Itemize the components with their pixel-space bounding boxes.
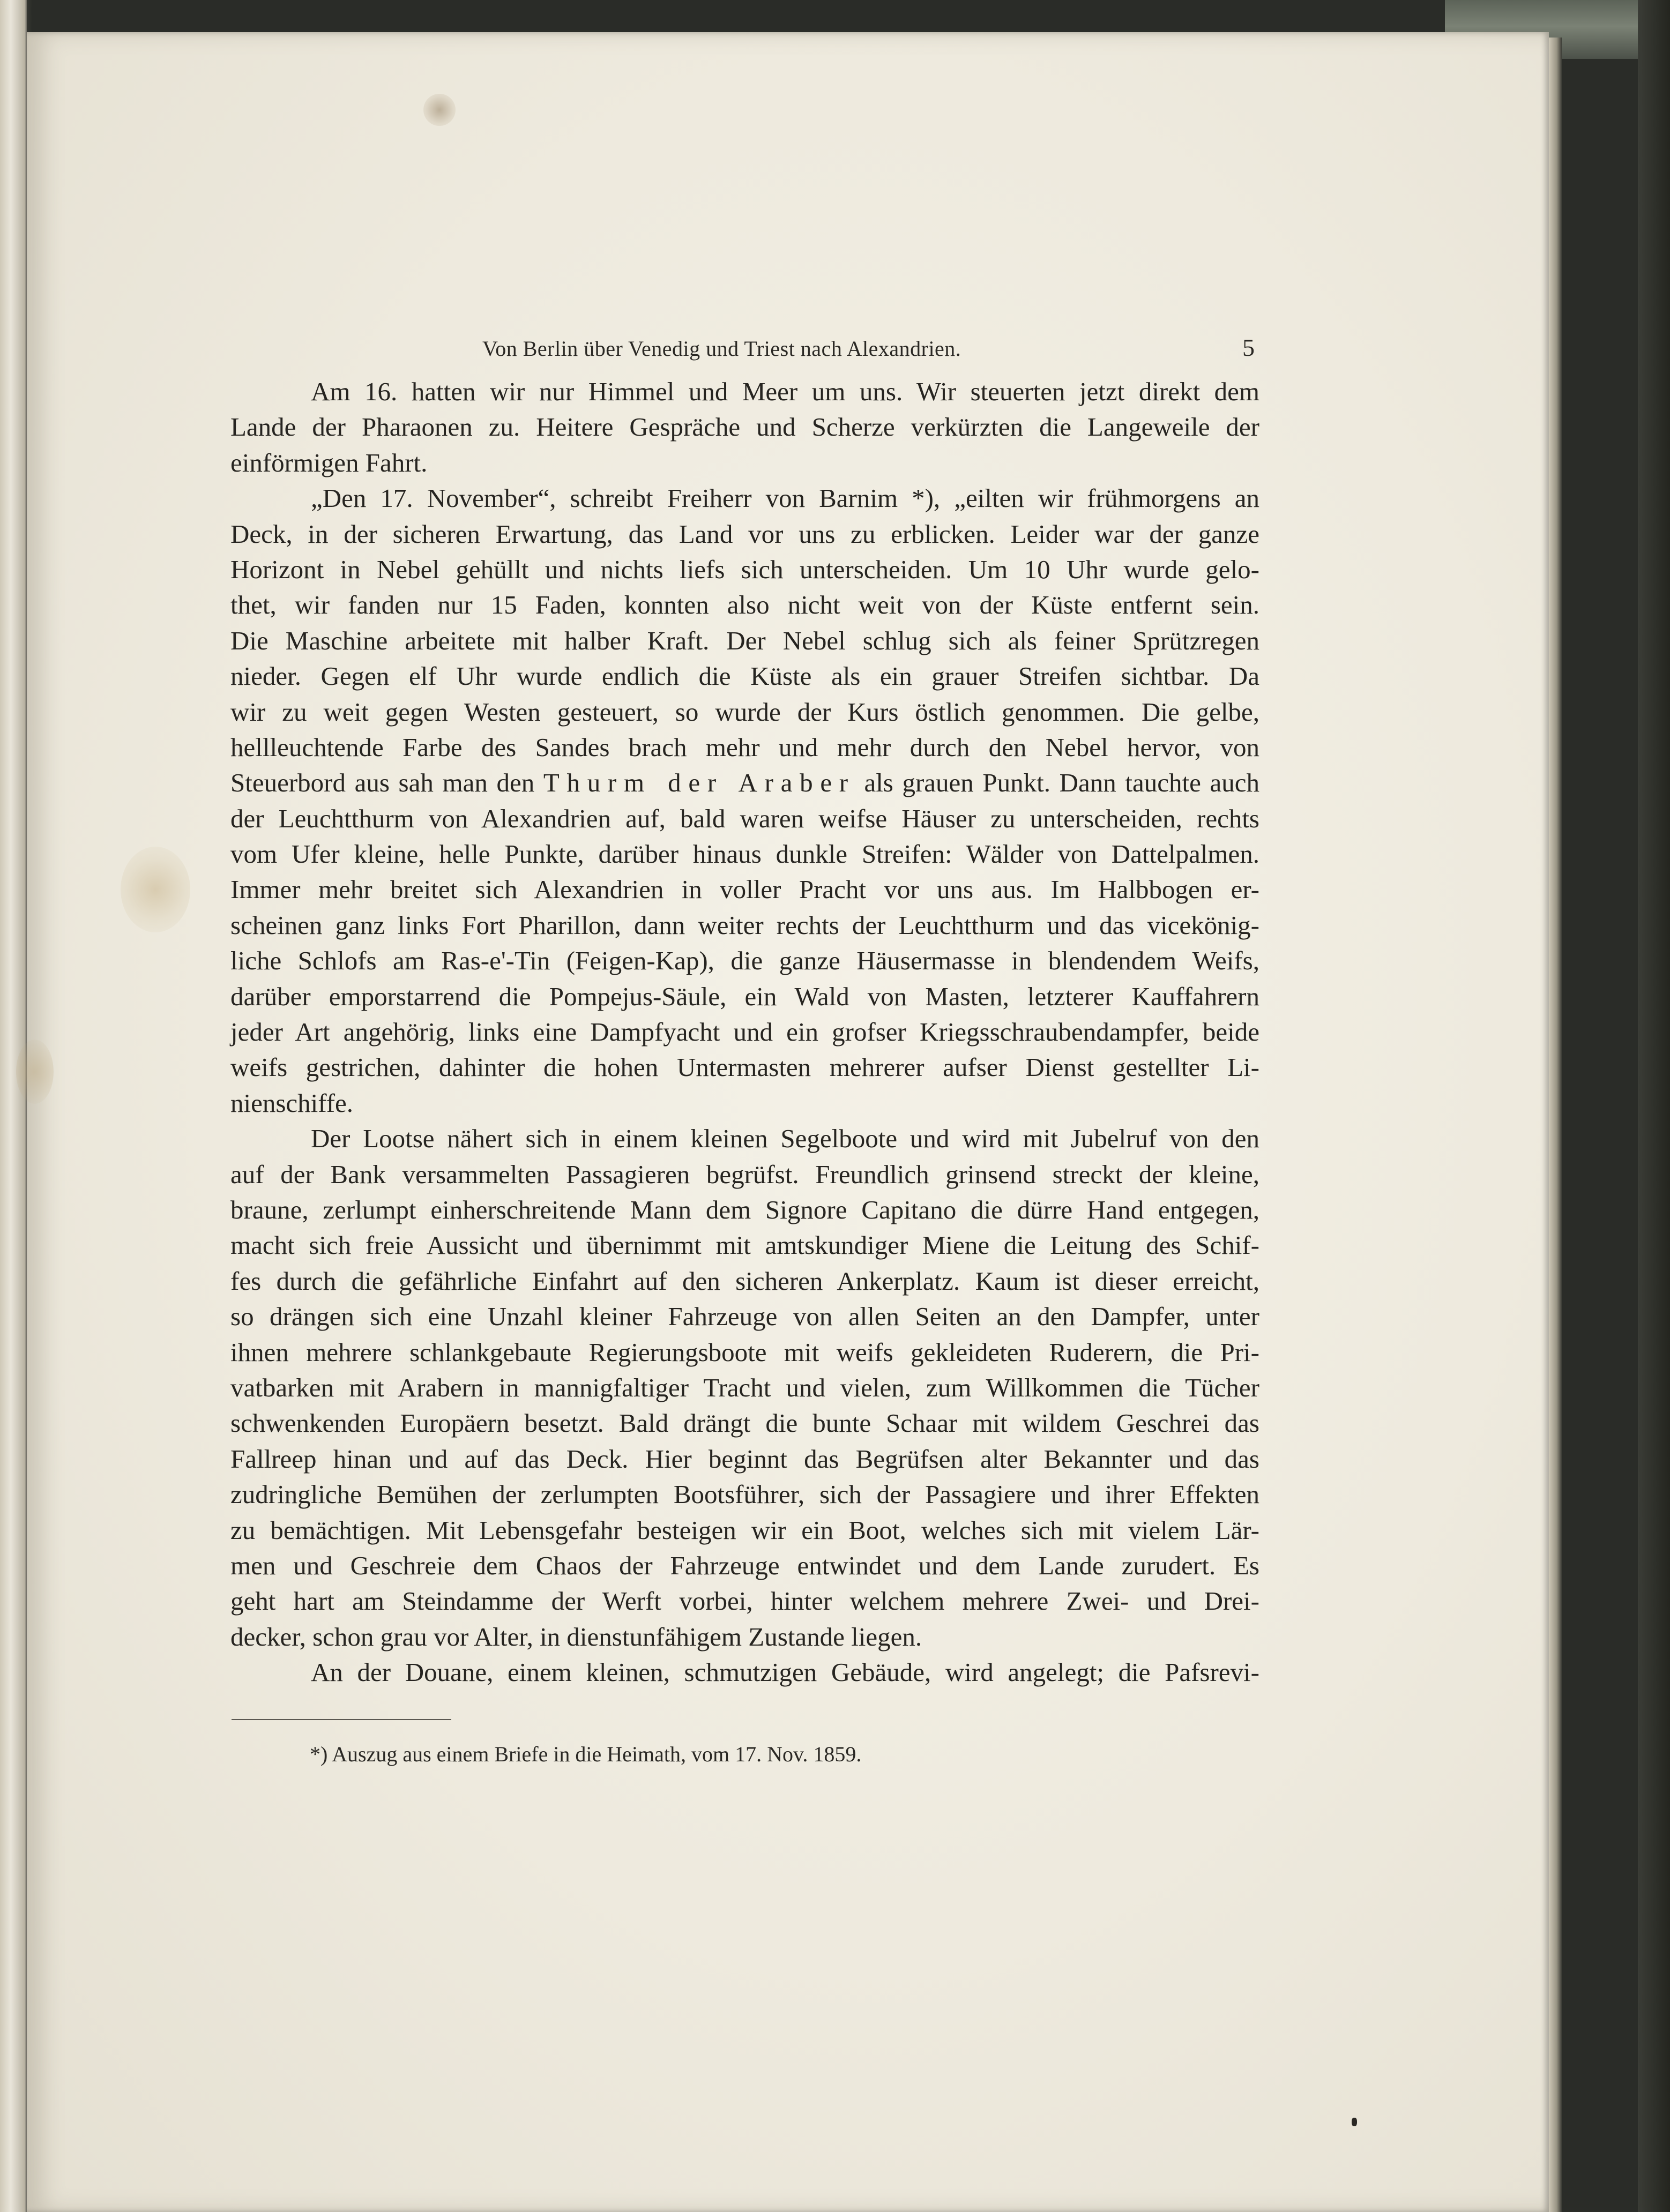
body-text bbox=[230, 374, 1259, 1690]
text-line: liche Schlofs am Ras-e'-Tin (Feigen-Kap), die ganze Häusermasse in blendendem Weifs, bbox=[230, 946, 1259, 976]
text-line: auf der Bank versammelten Passagieren begrüfst. Freundlich grinsend streckt der kleine, bbox=[230, 1159, 1259, 1189]
book-cover-side bbox=[1638, 0, 1670, 2212]
text-line: hellleuchtende Farbe des Sandes brach mehr und mehr durch den Nebel hervor, von bbox=[230, 732, 1259, 762]
text-line: weifs gestrichen, dahinter die hohen Untermasten mehrerer aufser Dienst gestellter Li- bbox=[230, 1052, 1259, 1082]
foxing-stain bbox=[423, 94, 456, 126]
text-line: so drängen sich eine Unzahl kleiner Fahrzeuge von allen Seiten an den Dampfer, unter bbox=[230, 1302, 1259, 1332]
text-line: vatbarken mit Arabern in mannigfaltiger Tracht und vielen, zum Willkommen die Tücher bbox=[230, 1372, 1259, 1402]
text-line: An der Douane, einem kleinen, schmutzigen Gebäude, wird angelegt; die Pafsrevi- bbox=[311, 1657, 1259, 1687]
footnote-rule bbox=[232, 1719, 451, 1720]
ink-mark bbox=[1352, 2118, 1357, 2126]
page-right-edge bbox=[1549, 38, 1562, 2212]
text-line: Deck, in der sicheren Erwartung, das Land vor uns zu erblicken. Leider war der ganze bbox=[230, 519, 1259, 549]
facing-page-edge bbox=[0, 0, 27, 2212]
text-line: Lande der Pharaonen zu. Heitere Gespräche und Scherze verkürzten die Langeweile der bbox=[230, 412, 1259, 442]
text-line: wir zu weit gegen Westen gesteuert, so wurde der Kurs östlich genommen. Die gelbe, bbox=[230, 697, 1259, 727]
text-line: darüber emporstarrend die Pompejus-Säule, ein Wald von Masten, letzterer Kauffahrern bbox=[230, 981, 1259, 1011]
text-line: decker, schon grau vor Alter, in dienstunfähigem Zustande liegen. bbox=[230, 1621, 922, 1651]
text-segment: Steuerbord aus sah man den bbox=[230, 768, 543, 798]
foxing-stain bbox=[16, 1040, 54, 1104]
text-line: geht hart am Steindamme der Werft vorbei, hinter welchem mehrere Zwei- und Drei- bbox=[230, 1586, 1259, 1616]
text-line: Am 16. hatten wir nur Himmel und Meer um uns. Wir steuerten jetzt direkt dem bbox=[311, 377, 1259, 406]
text-line: einförmigen Fahrt. bbox=[230, 447, 428, 477]
text-line: nieder. Gegen elf Uhr wurde endlich die Küste als ein grauer Streifen sichtbar. Da bbox=[230, 661, 1259, 691]
text-line: braune, zerlumpt einherschreitende Mann dem Signore Capitano die dürre Hand entgegen, bbox=[230, 1194, 1259, 1224]
text-line: Der Lootse nähert sich in einem kleinen Segelboote und wird mit Jubelruf von den bbox=[311, 1124, 1259, 1154]
text-line: ihnen mehrere schlankgebaute Regierungsboote mit weifs gekleideten Ruderern, die Pri- bbox=[230, 1337, 1259, 1367]
text-line: thet, wir fanden nur 15 Faden, konnten also nicht weit von der Küste entfernt sein. bbox=[230, 590, 1259, 620]
text-segment: als grauen Punkt. Dann tauchte auch bbox=[855, 768, 1259, 798]
footnote: *) Auszug aus einem Briefe in die Heimath, vom 17. Nov. 1859. bbox=[310, 1742, 862, 1766]
page-number: 5 bbox=[1242, 334, 1255, 361]
text-line: der Leuchtthurm von Alexandrien auf, bald waren weifse Häuser zu unterscheiden, rechts bbox=[230, 803, 1259, 833]
text-line: Immer mehr breitet sich Alexandrien in voller Pracht vor uns aus. Im Halbbogen er- bbox=[230, 875, 1259, 905]
text-line: zudringliche Bemühen der zerlumpten Bootsführer, sich der Passagiere und ihrer Effekten bbox=[230, 1479, 1259, 1509]
text-line: nienschiffe. bbox=[230, 1088, 354, 1118]
text-line: Fallreep hinan und auf das Deck. Hier beginnt das Begrüfsen alter Bekannter und das bbox=[230, 1444, 1259, 1474]
text-line: men und Geschreie dem Chaos der Fahrzeuge entwindet und dem Lande zurudert. Es bbox=[230, 1550, 1259, 1580]
text-line: jeder Art angehörig, links eine Dampfyacht und ein grofser Kriegsschraubendampfer, beide bbox=[230, 1017, 1259, 1047]
running-head: Von Berlin über Venedig und Triest nach Alexandrien. bbox=[482, 337, 961, 361]
foxing-stain bbox=[121, 847, 190, 932]
text-line: Horizont in Nebel gehüllt und nichts liefs sich unterscheiden. Um 10 Uhr wurde gelo- bbox=[230, 554, 1259, 584]
text-line: Die Maschine arbeitete mit halber Kraft. Der Nebel schlug sich als feiner Sprützregen bbox=[230, 625, 1259, 655]
text-line: vom Ufer kleine, helle Punkte, darüber hinaus dunkle Streifen: Wälder von Dattelpalmen. bbox=[230, 839, 1259, 869]
text-line: zu bemächtigen. Mit Lebensgefahr besteigen wir ein Boot, welches sich mit vielem Lär- bbox=[230, 1515, 1259, 1545]
text-line: „Den 17. November“, schreibt Freiherr von Barnim *), „eilten wir frühmorgens an bbox=[311, 483, 1259, 513]
text-line-spaced bbox=[230, 765, 1259, 801]
letterspaced-emphasis: Thurm der Araber bbox=[543, 768, 855, 798]
text-line: scheinen ganz links Fort Pharillon, dann weiter rechts der Leuchtthurm und das vicekönig- bbox=[230, 910, 1259, 940]
text-line: schwenkenden Europäern besetzt. Bald drängt die bunte Schaar mit wildem Geschrei das bbox=[230, 1408, 1259, 1438]
text-line: macht sich freie Aussicht und übernimmt mit amtskundiger Miene die Leitung des Schif- bbox=[230, 1230, 1259, 1260]
text-line: fes durch die gefährliche Einfahrt auf den sicheren Ankerplatz. Kaum ist dieser erreicht, bbox=[230, 1266, 1259, 1296]
